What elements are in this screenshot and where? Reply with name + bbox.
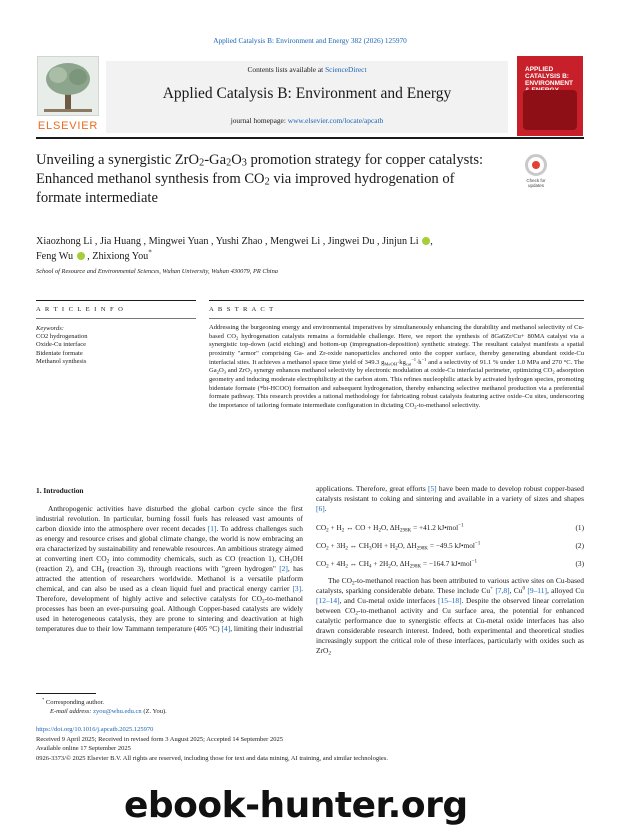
equation-number: (3) xyxy=(575,559,584,568)
equation-2: $CO_2 + 3H_2$ ↔ $CH_3OH + H_2O$, $\Delta H_{298K} = -49.5$ kJ•mol$^{-1}$ (2) xyxy=(316,540,584,552)
corresponding-author-footnote: * Corresponding author. E-mail address: zyou@whu.edu.cn (Z. You). xyxy=(42,696,167,715)
publisher-logo-text: ELSEVIER xyxy=(37,120,99,132)
abstract-body: Addressing the burgeoning energy and environmental imperatives by simultaneously enhancing the durability and methanol selectivity of Cu-based $CO_2$ hydrogenation catalysts remains a formidable challenge. Here, we report the synthesis of 8Ga6Zr/Cu+ 80MA catalyst via a synergistic top-down (acid etching) and bottom-up (impregnation-deposition) synthetic strategy. The resultant catalyst manifests a spatial proximity "armor" comprising Ga- and Zr-oxide nanoparticles anchored onto the copper surface, thereby generating abundant oxide-Cu interfacial sites. It achieves a methanol space time yield of 349.3 $g_{MeOH}\cdot kg_{cat}^{-1}\cdot h^{-1}$ and a selectivity of 91.1 % under 1.0 MPa and 270 °C. The $Ga_2O_3$ and ZrO$_2$ synergy enhances methanol selectivity by electronic modulation at oxide-Cu interfacial perimeter, optimizing $CO_2$ adsorption geometry and inducing moderate electrophilicity at the carbon atom. This refines nucleophilic attack by activated hydrogen species, promoting bidentate formate (*bi-HCOO) formation and subsequent hydrogenation, thereby enhancing selective methanol production via a preferential formate pathway. This research provides a rational methodology for fabricating robust catalysts featuring active oxide–Cu sites, underscoring the importance of tailoring formate intermediate configuration in dictating $CO_2-to$-methanol selectivity. xyxy=(209,324,585,410)
tree-emblem-icon xyxy=(37,56,99,116)
available-online: Available online 17 September 2025 xyxy=(36,745,131,753)
reference-link[interactable]: [1] xyxy=(207,524,217,533)
intro-right-column-bottom: The $CO_2-to$-methanol reaction has been attributed to various active sites on Cu-based catalysts, sparking considerable debate. These include Cu+ [7,8], Cu$^0$ [9–11], alloyed Cu [12–14], and Cu-metal oxide interfaces [15–18]. Despite the observed linear correlation between $CO_2-to$-methanol activity and Cu surface area, the potential for enhanced catalytic performance due to synergistic effects at Cu-metal oxide interfaces has also drawn considerable research interest. Indeed, both experimental and theoretical studies increasingly support the critical role of these interfaces, particularly with oxides such as ZrO$_2$ xyxy=(316,576,585,657)
orcid-icon[interactable] xyxy=(77,252,85,260)
reference-link[interactable]: [3] xyxy=(292,584,302,593)
contents-line: Contents lists available at ScienceDirect xyxy=(247,65,367,74)
section-heading-introduction: 1. Introduction xyxy=(36,486,84,495)
keyword-item: Oxide-Cu interface xyxy=(36,341,86,349)
reference-link[interactable]: [9–11] xyxy=(527,586,547,595)
abstract-heading: A B S T R A C T xyxy=(209,306,275,313)
keyword-item: Bidentate formate xyxy=(36,349,83,357)
doi-link[interactable]: https://doi.org/10.1016/j.apcatb.2025.125970 xyxy=(36,726,154,733)
cover-artwork xyxy=(523,90,577,130)
keywords-block xyxy=(36,325,196,366)
reference-link[interactable]: [12–14] xyxy=(316,596,340,605)
author-list: Xiaozhong Li , Jia Huang , Mingwei Yuan , Yushi Zhao , Mengwei Li , Jingwei Du , Jinjun Li , Feng Wu , Zhixiong You* xyxy=(36,236,433,262)
sciencedirect-link[interactable]: ScienceDirect xyxy=(325,65,367,74)
article-info-subrule xyxy=(36,318,196,319)
footnote-rule xyxy=(36,693,96,694)
article-title: Unveiling a synergistic $ZrO_2-Ga_2O_3$ promotion strategy for copper catalysts: Enhanced methanol synthesis from $CO_2$ via improved hydrogenation of formate intermediate xyxy=(36,152,484,206)
keyword-item: CO2 hydrogenation xyxy=(36,333,88,341)
elsevier-logo xyxy=(36,56,100,134)
reference-link[interactable]: [15–18] xyxy=(438,596,462,605)
email-link[interactable]: zyou@whu.edu.cn xyxy=(93,708,142,715)
watermark-text: ebook-hunter.org xyxy=(124,785,468,826)
homepage-link[interactable]: www.elsevier.com/locate/apcatb xyxy=(287,116,384,125)
reference-link[interactable]: [4] xyxy=(221,624,231,633)
equation-number: (1) xyxy=(575,523,584,532)
journal-homepage: journal homepage: www.elsevier.com/locate/apcatb xyxy=(230,116,384,125)
article-footer xyxy=(36,725,388,764)
check-for-updates-button[interactable] xyxy=(521,154,551,188)
journal-cover-thumbnail[interactable] xyxy=(517,56,583,136)
reference-link[interactable]: [6] xyxy=(316,504,325,513)
journal-citation[interactable]: Applied Catalysis B: Environment and Energy 382 (2026) 125970 xyxy=(213,36,407,45)
keywords-label: Keywords: xyxy=(36,325,64,332)
equation-number: (2) xyxy=(575,541,584,550)
received-dates: Received 9 April 2025; Received in revised form 3 August 2025; Accepted 14 September 2025 xyxy=(36,735,283,743)
corresponding-author-mark[interactable]: * xyxy=(148,248,152,257)
reference-link[interactable]: [2] xyxy=(279,564,288,573)
article-info-heading: A R T I C L E I N F O xyxy=(36,306,125,313)
intro-right-column-top: applications. Therefore, great efforts [5] have been made to develop robust copper-based catalysts resistant to coking and sintering and available in a variety of sizes and shapes [6]. xyxy=(316,484,584,513)
journal-title: Applied Catalysis B: Environment and Energy xyxy=(162,85,452,102)
equation-1: $CO_2 + H_2$ ↔ CO + $H_2O$, $\Delta H_{298K} = +41.2$ kJ•mol$^{-1}$ (1) xyxy=(316,522,584,534)
abstract-subrule xyxy=(209,318,584,319)
intro-left-column: Anthropogenic activities have disturbed the global carbon cycle since the first industrial revolution. In particular, burning fossil fuels has released vast amounts of carbon dioxide into the atmosphere over recent decades [1]. To address challenges such as energy and resource crises and global climate change, the world is now embracing an era characterized by sustainability and renewable resources. An ambitious strategy aimed at converting inert $CO_2$ into commodity chemicals, such as CO (reaction 1), $CH_3OH$ (reaction 2), and $CH_4$ (reaction 3), through reactions with "green hydrogen" [2], has attracted the attention of researchers worldwide. Methanol is a versatile platform chemical, and can also be used as a clean liquid fuel and practical energy carrier [3]. Therefore, development of highly active and selective catalysts for $CO_2-to$-methanol processes has been an ever-pursuing goal. Although Copper-based catalysts are widely used in heterogeneous catalysis, they are prone to sintering and deactivation at high temperatures due to their low Tammann temperature (405 °C) [4], limiting their industrial xyxy=(36,504,303,633)
abstract-rule xyxy=(209,300,584,301)
update-badge-icon xyxy=(525,154,547,176)
copyright: 0926-3373/© 2025 Elsevier B.V. All rights are reserved, including those for text and data mining, AI training, and similar technologies. xyxy=(36,755,388,763)
article-info-rule xyxy=(36,300,196,301)
reference-link[interactable]: [5] xyxy=(427,484,437,493)
cover-title: APPLIED CATALYSIS B: ENVIRONMENT xyxy=(525,66,574,87)
header-divider xyxy=(36,137,584,139)
check-updates-label: Check for updates xyxy=(526,178,546,188)
reference-link[interactable]: [7,8] xyxy=(495,586,510,595)
journal-banner xyxy=(106,61,508,133)
equation-3: $CO_2 + 4H_2$ ↔ $CH_4 + 2H_2O$, $\Delta H_{298K} = -164.7$ kJ•mol$^{-1}$ (3) xyxy=(316,558,584,570)
orcid-icon[interactable] xyxy=(422,237,430,245)
affiliation: School of Resource and Environmental Sciences, Wuhan University, Wuhan 430079, PR China xyxy=(36,268,278,275)
keyword-item: Methanol synthesis xyxy=(36,357,87,365)
